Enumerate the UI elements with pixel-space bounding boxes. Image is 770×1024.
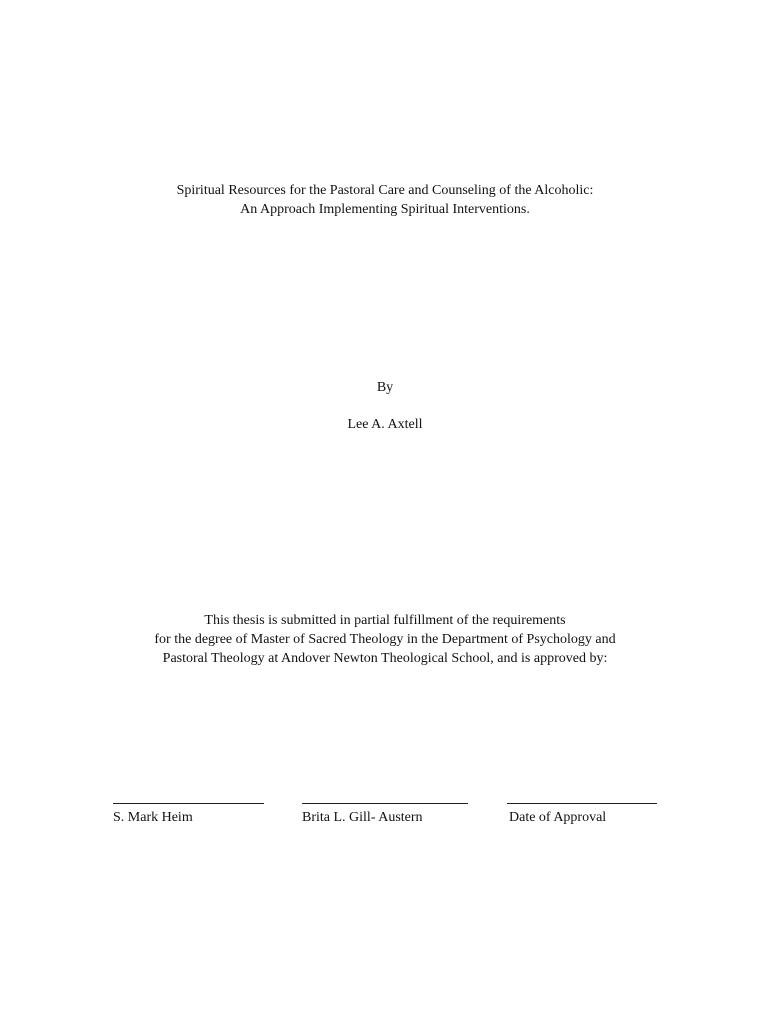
thesis-title bbox=[0, 181, 770, 219]
signature-block-date bbox=[507, 803, 657, 827]
signature-name: S. Mark Heim bbox=[113, 810, 193, 825]
thesis-title-line-2: An Approach Implementing Spiritual Interventions. bbox=[240, 202, 530, 217]
signature-line bbox=[113, 803, 264, 804]
signature-line bbox=[507, 803, 657, 804]
signature-block-advisor bbox=[113, 803, 264, 827]
statement-line-3: Pastoral Theology at Andover Newton Theological School, and is approved by: bbox=[162, 651, 608, 666]
by-label: By bbox=[376, 380, 394, 395]
author-name: Lee A. Axtell bbox=[347, 417, 423, 432]
statement-line-1: This thesis is submitted in partial fulfillment of the requirements bbox=[204, 613, 566, 628]
signature-name: Date of Approval bbox=[509, 810, 607, 825]
signature-block-reader bbox=[302, 803, 468, 827]
signature-name: Brita L. Gill- Austern bbox=[302, 810, 423, 825]
submission-statement bbox=[0, 611, 770, 668]
statement-line-2: for the degree of Master of Sacred Theology in the Department of Psychology and bbox=[154, 632, 616, 647]
signature-line bbox=[302, 803, 468, 804]
thesis-title-line-1: Spiritual Resources for the Pastoral Care and Counseling of the Alcoholic: bbox=[176, 183, 594, 198]
